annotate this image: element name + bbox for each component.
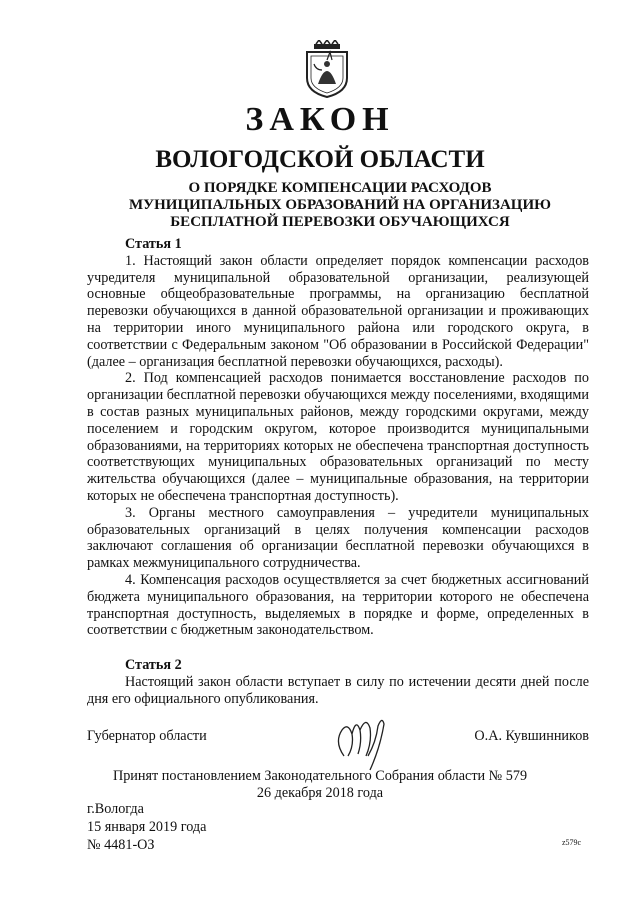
signatory-position: Губернатор области <box>87 728 207 744</box>
article-paragraph: Настоящий закон области вступает в силу по истечении десяти дней после дня его официального опубликования. <box>87 673 589 707</box>
document-title: ЗАКОН <box>245 101 395 138</box>
law-subtitle <box>90 180 590 231</box>
coat-of-arms-emblem <box>302 40 352 98</box>
subtitle-line: МУНИЦИПАЛЬНЫХ ОБРАЗОВАНИЙ НА ОРГАНИЗАЦИЮ <box>128 197 552 213</box>
signing-city: г.Вологда <box>87 801 144 817</box>
article-2 <box>87 657 589 707</box>
article-heading: Статья 1 <box>125 236 182 252</box>
law-number: № 4481-ОЗ <box>87 837 155 853</box>
handwritten-signature <box>330 712 388 774</box>
article-1 <box>87 236 589 639</box>
adoption-line: Принят постановлением Законодательного Собрания области № 579 <box>112 768 528 784</box>
signing-date: 15 января 2019 года <box>87 819 207 835</box>
article-heading: Статья 2 <box>125 657 182 673</box>
signing-details <box>87 800 206 854</box>
article-paragraph: 3. Органы местного самоуправления – учредители муниципальных образовательных организаций в целях получения компенсации расходов заключают соглашения об организации бесплатной перевозки обучающихся в рамках межмуниципального сотрудничества. <box>87 504 589 572</box>
document-code: z579c <box>562 838 582 847</box>
adoption-date: 26 декабря 2018 года <box>256 785 384 801</box>
adoption-note <box>0 768 640 802</box>
subtitle-line: БЕСПЛАТНОЙ ПЕРЕВОЗКИ ОБУЧАЮЩИХСЯ <box>170 214 510 230</box>
signatory-name: О.А. Кувшинников <box>474 728 589 744</box>
article-paragraph: 1. Настоящий закон области определяет порядок компенсации расходов учредителя муниципальной образовательной организации, реализующей основные общеобразовательные программы, на организацию бесплатной перевозки обучающихся в данной образовательной организации и проживающих на территории иного муниципального района или городского округа, в соответствии с Федеральным законом "Об образовании в Российской Федерации" (далее – организация бесплатной перевозки обучающихся, расходы). <box>87 252 589 370</box>
article-paragraph: 4. Компенсация расходов осуществляется за счет бюджетных ассигнований бюджета муниципального образования, на территории которого не обеспечена транспортная доступность, выделяемых в порядке и форме, определенных в соответствии с бюджетным законодательством. <box>87 571 589 639</box>
article-paragraph: 2. Под компенсацией расходов понимается восстановление расходов по организации бесплатной перевозки обучающихся между поселениями, входящими в состав разных муниципальных районов, между городскими округами, между поселением и городским округом, которое производится муниципальными образованиями, на территориях которых не обеспечена транспортная доступность соответствующих муниципальных образовательных организаций по месту жительства обучающихся (далее – муниципальные образования, на территории которых не обеспечена транспортная доступность). <box>87 370 589 504</box>
subtitle-line: О ПОРЯДКЕ КОМПЕНСАЦИИ РАСХОДОВ <box>188 180 492 196</box>
region-title: ВОЛОГОДСКОЙ ОБЛАСТИ <box>155 146 485 173</box>
